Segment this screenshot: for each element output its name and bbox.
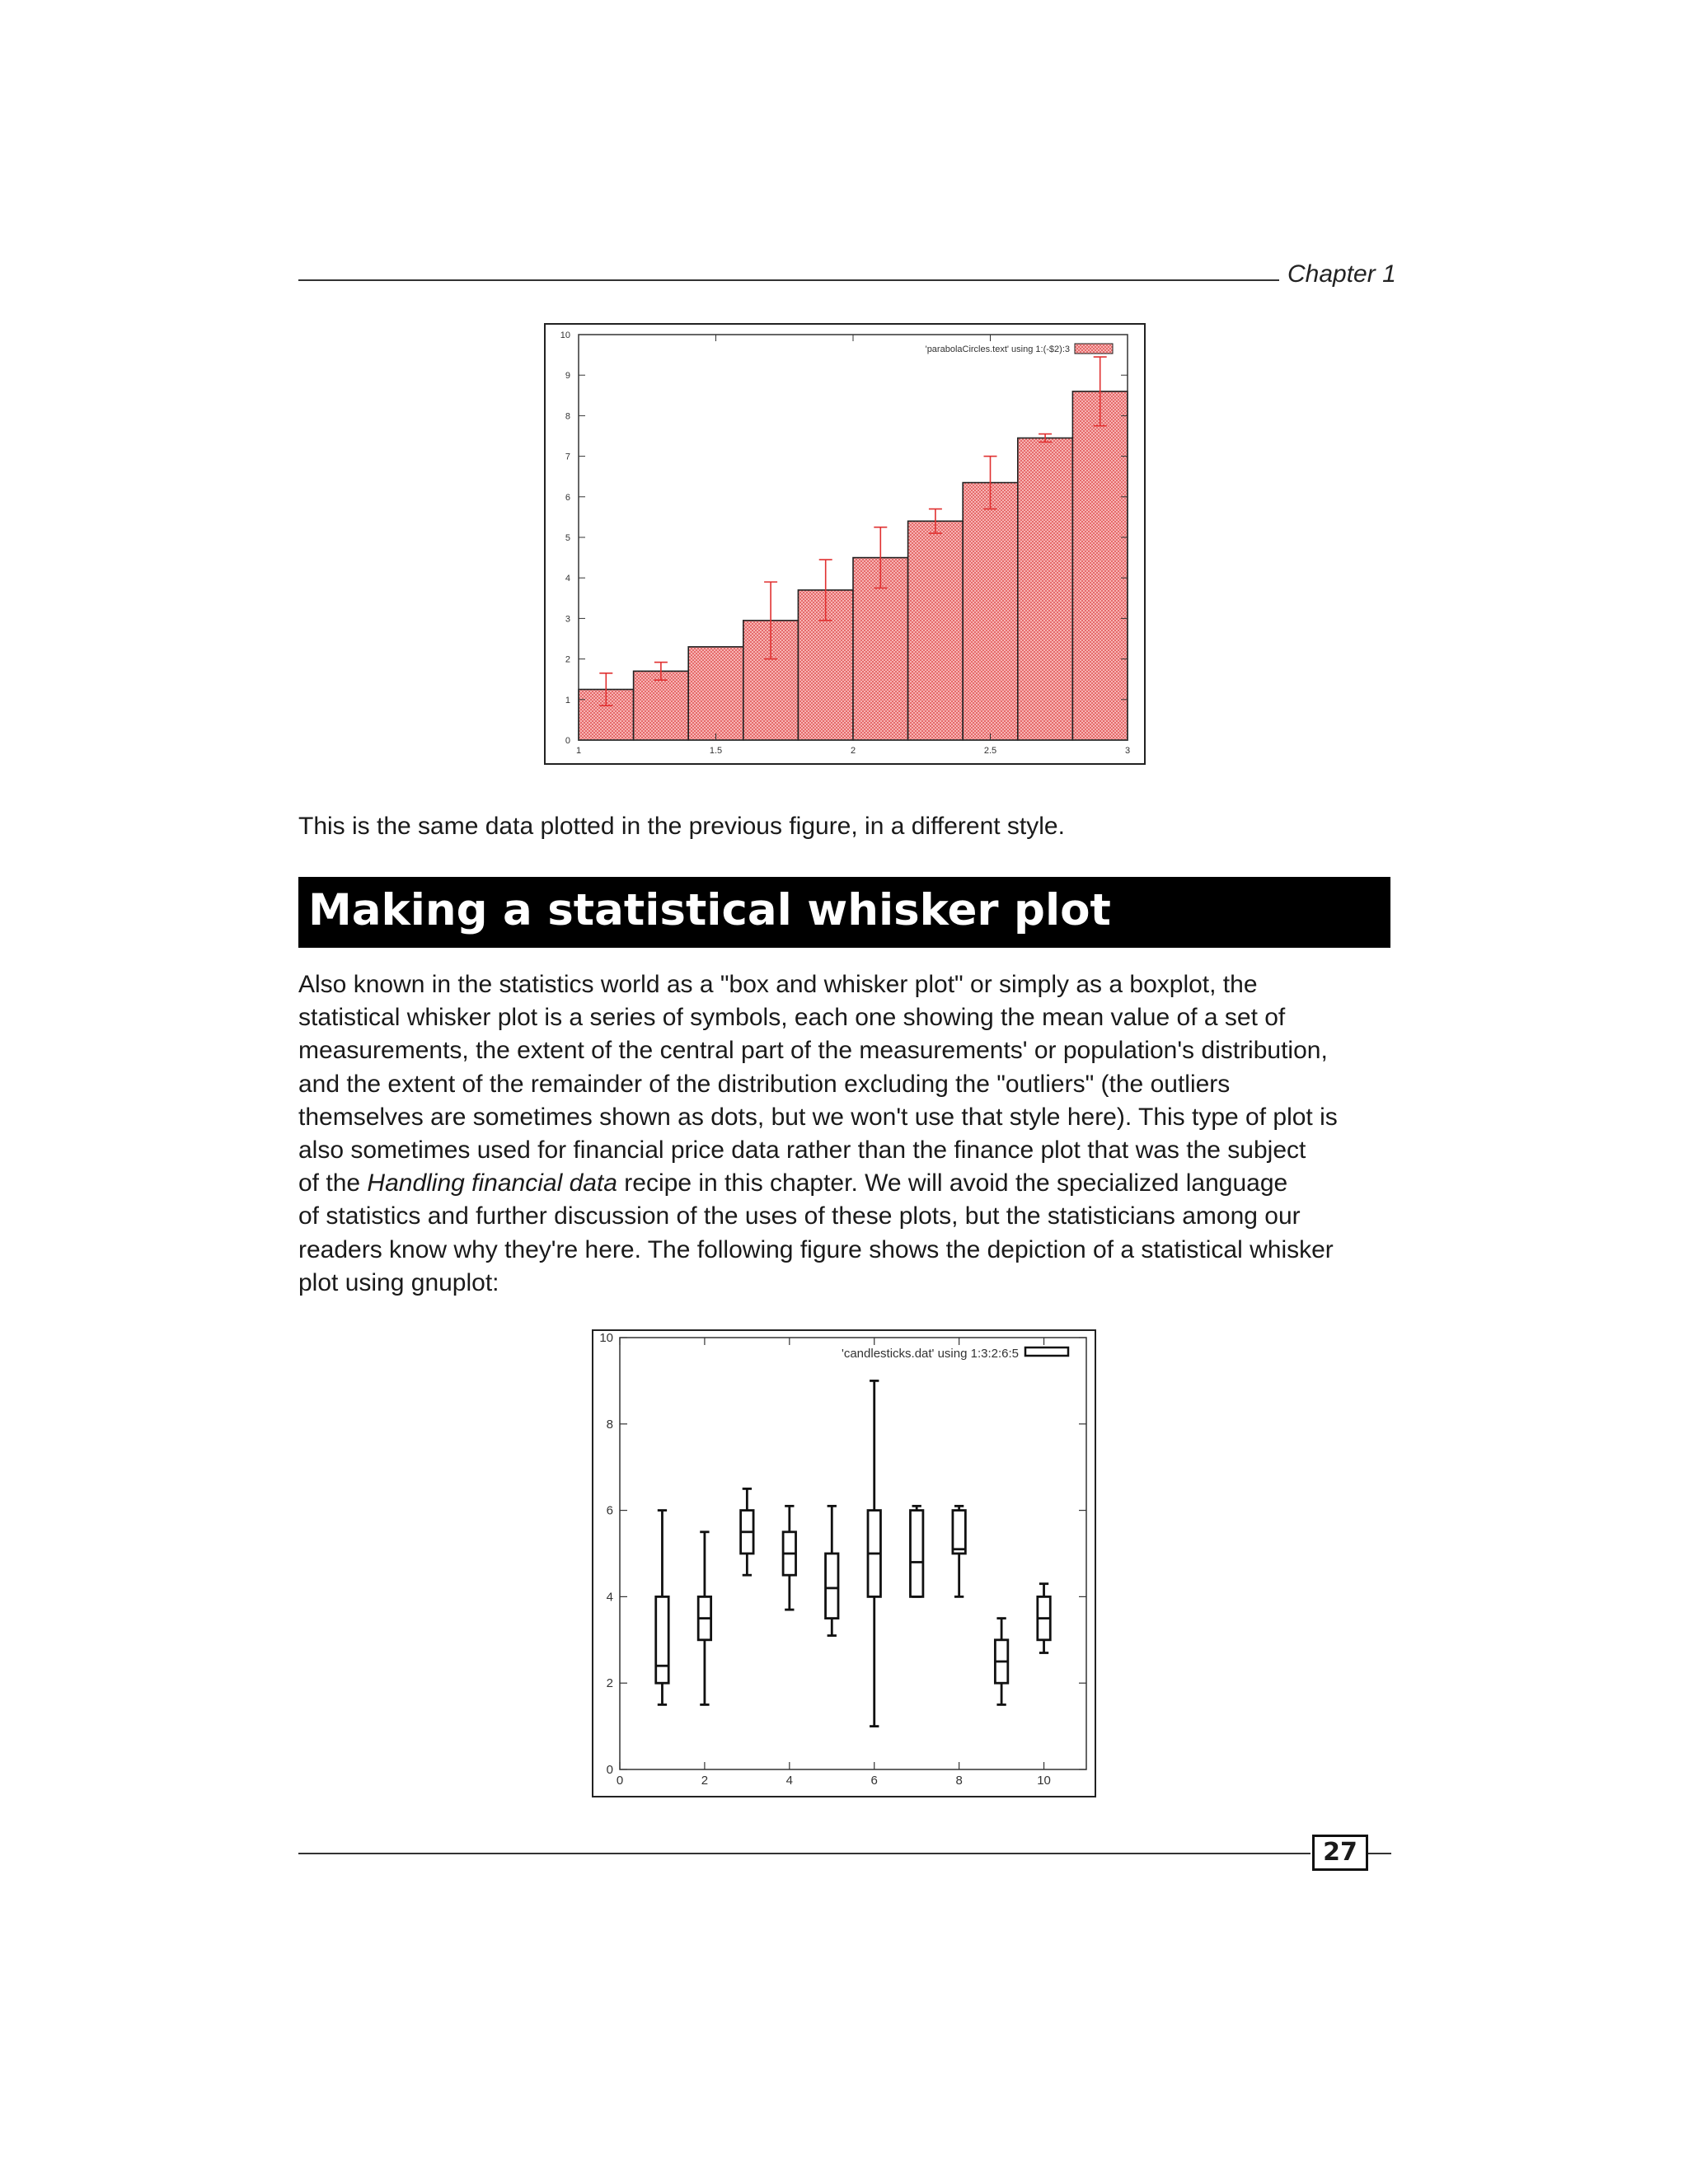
chart1-legend-key — [1075, 344, 1113, 354]
y-tick-label: 8 — [606, 1417, 613, 1432]
y-tick-label: 3 — [565, 614, 570, 625]
y-tick-label: 10 — [599, 1331, 613, 1345]
box — [953, 1511, 965, 1554]
figure-bar-chart — [544, 323, 1146, 765]
y-tick-label: 2 — [565, 654, 570, 665]
footer-rule — [298, 1853, 1311, 1854]
box — [826, 1554, 838, 1619]
x-tick-label: 0 — [616, 1774, 624, 1788]
y-tick-label: 10 — [560, 330, 570, 340]
body-line: themselves are sometimes shown as dots, but we won't use that style here). This type of plot is — [298, 1103, 1338, 1131]
whisker-plot-svg — [592, 1329, 1096, 1797]
x-tick-label: 2 — [701, 1774, 709, 1788]
body-line: of statistics and further discussion of the uses of these plots, but the statisticians among our — [298, 1202, 1301, 1230]
x-tick-label: 4 — [785, 1774, 793, 1788]
y-tick-label: 4 — [565, 574, 570, 584]
y-tick-label: 6 — [606, 1503, 613, 1518]
y-tick-label: 6 — [565, 492, 570, 503]
chart2-legend-label: 'candlesticks.dat' using 1:3:2:6:5 — [841, 1347, 1019, 1361]
body-line: measurements, the extent of the central part of the measurements' or population's distribution, — [298, 1037, 1328, 1065]
chart2-outer-frame — [593, 1330, 1095, 1797]
chart2-legend-key — [1025, 1347, 1068, 1356]
bar — [634, 671, 689, 740]
body-text-span: recipe in this chapter. We will avoid the specialized language — [617, 1169, 1288, 1197]
figure-caption: This is the same data plotted in the previous figure, in a different style. — [298, 813, 1065, 840]
bar — [1018, 438, 1073, 740]
figure-whisker-plot — [592, 1329, 1096, 1797]
bar — [963, 483, 1018, 740]
box — [656, 1596, 668, 1683]
x-tick-label: 6 — [870, 1774, 878, 1788]
chart1-legend-label: 'parabolaCircles.text' using 1:(-$2):3 — [925, 344, 1070, 354]
body-text-span: of the — [298, 1169, 368, 1197]
bar-chart-svg — [544, 323, 1146, 765]
body-line — [298, 1167, 1395, 1200]
body-line: and the extent of the remainder of the distribution excluding the "outliers" (the outliers — [298, 1070, 1231, 1098]
y-tick-label: 4 — [606, 1590, 613, 1605]
body-line: plot using gnuplot: — [298, 1268, 499, 1296]
y-tick-label: 2 — [606, 1676, 613, 1691]
page-number: 27 — [1312, 1835, 1368, 1871]
y-tick-label: 5 — [565, 533, 570, 543]
y-tick-label: 0 — [565, 736, 570, 746]
x-tick-label: 2.5 — [983, 746, 997, 756]
x-tick-label: 8 — [955, 1774, 963, 1788]
body-line: Also known in the statistics world as a "box and whisker plot" or simply as a boxplot, the — [298, 971, 1258, 998]
body-line: also sometimes used for financial price data rather than the finance plot that was the subject — [298, 1137, 1306, 1165]
y-tick-label: 9 — [565, 371, 570, 382]
y-tick-label: 0 — [606, 1763, 613, 1777]
chapter-label: Chapter 1 — [1287, 260, 1396, 288]
header-rule — [298, 279, 1279, 281]
section-title: Making a statistical whisker plot — [308, 885, 1111, 935]
body-line: statistical whisker plot is a series of symbols, each one showing the mean value of a set of — [298, 1004, 1286, 1032]
bar — [908, 521, 964, 740]
bar — [1072, 391, 1128, 740]
footer-rule-right — [1368, 1853, 1391, 1854]
body-line: readers know why they're here. The following figure shows the depiction of a statistical whisker — [298, 1235, 1334, 1263]
box — [910, 1511, 922, 1597]
section-banner — [298, 877, 1390, 948]
y-tick-label: 7 — [565, 452, 570, 462]
x-tick-label: 1 — [575, 746, 582, 756]
bar — [688, 647, 743, 740]
y-tick-label: 8 — [565, 411, 570, 422]
y-tick-label: 1 — [565, 695, 570, 705]
body-paragraph — [298, 968, 1395, 1300]
x-tick-label: 10 — [1037, 1774, 1051, 1788]
recipe-title-italic: Handling financial data — [367, 1169, 617, 1197]
x-tick-label: 2 — [850, 746, 856, 756]
x-tick-label: 1.5 — [709, 746, 723, 756]
x-tick-label: 3 — [1124, 746, 1131, 756]
